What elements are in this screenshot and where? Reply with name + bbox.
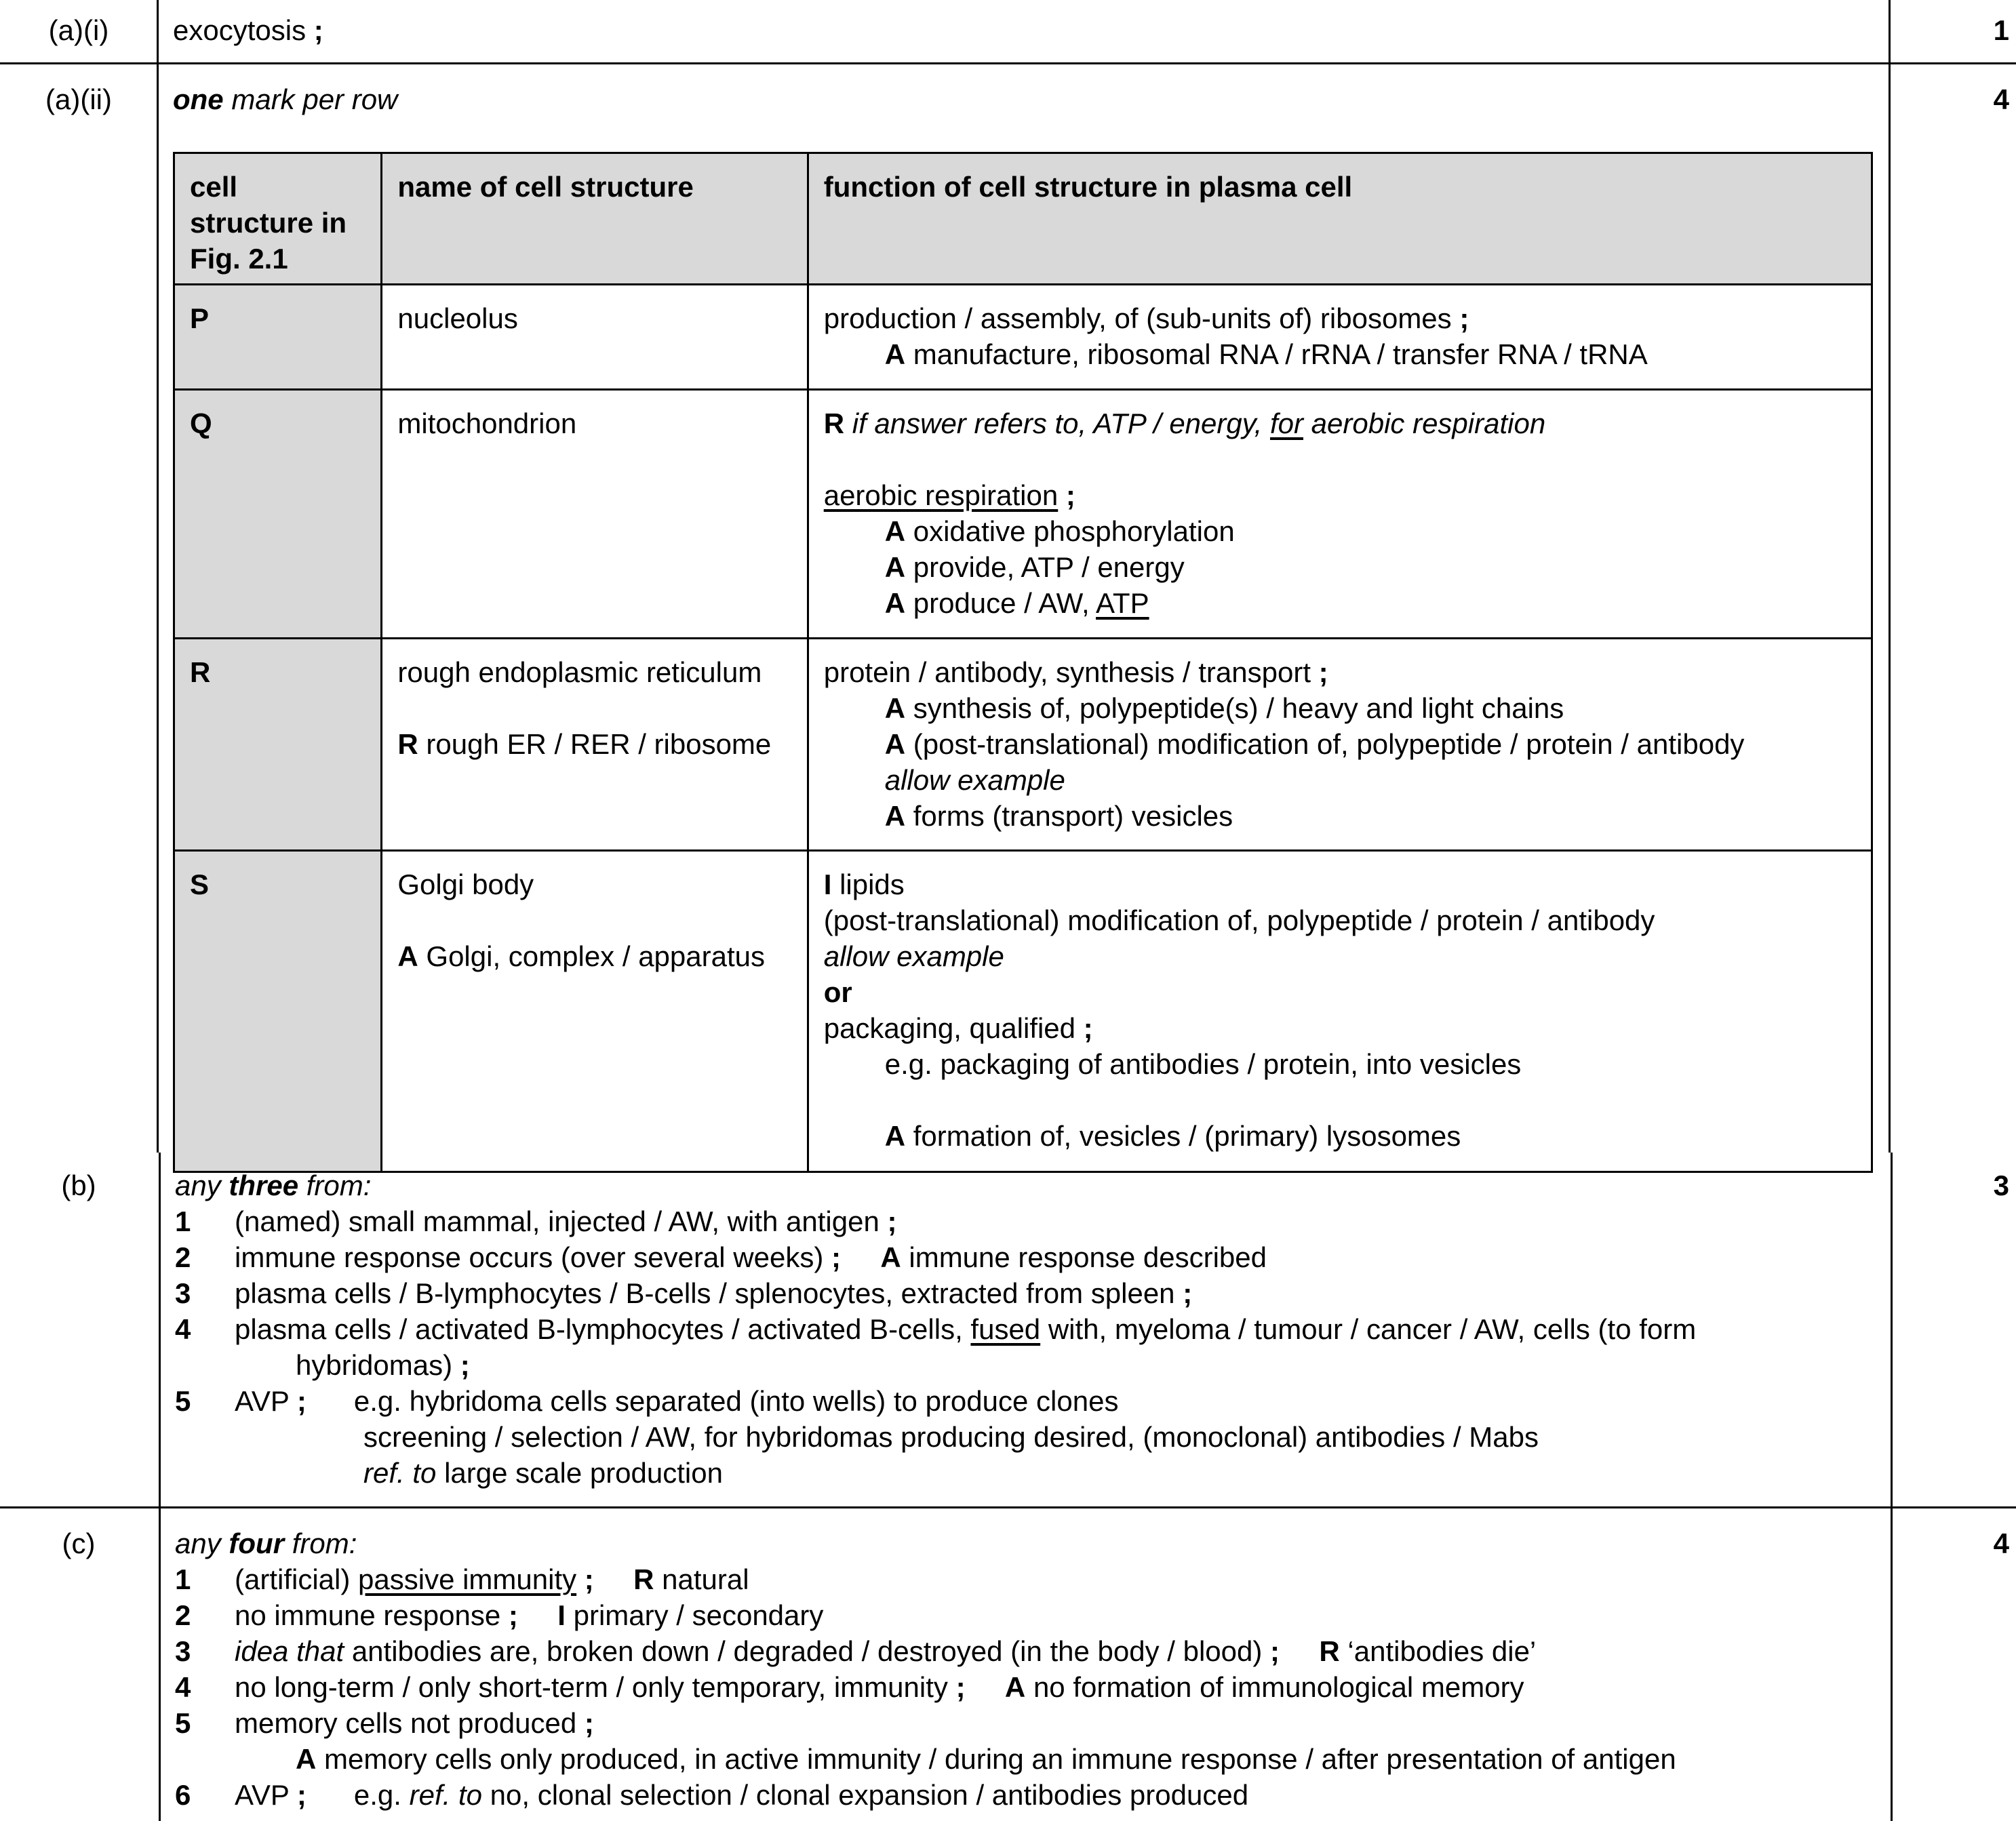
- row-letter: S: [174, 851, 382, 1172]
- question-label-c: (c): [62, 1527, 96, 1559]
- left-column-rule: [157, 0, 159, 1153]
- list-item: 5 AVP ; e.g. hybridoma cells separated (into wells) to produce clones: [175, 1385, 1119, 1417]
- table-row: [174, 285, 1872, 390]
- left-column-rule-lower: [159, 1153, 161, 1821]
- table-row: [174, 851, 1872, 1172]
- header-cell-structure: cell structure in Fig. 2.1: [174, 153, 382, 285]
- list-item: 4 no long-term / only short-term / only temporary, immunity ; A no formation of immunological memory: [175, 1671, 1524, 1703]
- list-item: 2 immune response occurs (over several weeks) ; A immune response described: [175, 1241, 1267, 1273]
- right-column-rule: [1889, 0, 1891, 1153]
- answer-list-c: [175, 1525, 1676, 1813]
- row-function: I lipids (post-translational) modification of, polypeptide / protein / antibody allow example or packaging, qualified ; e.g. packaging of antibodies / protein, into vesicles A formation of, vesicles / (primary) lysosomes: [808, 851, 1872, 1172]
- answer-separator: ;: [313, 14, 323, 46]
- list-item-example: ref. to large scale production: [363, 1457, 723, 1489]
- list-item: 1 (named) small mammal, injected / AW, with antigen ;: [175, 1205, 897, 1237]
- question-label-a-ii: (a)(ii): [45, 83, 112, 115]
- right-column-rule-lower: [1891, 1153, 1893, 1821]
- list-item: 6 AVP ; e.g. ref. to no, clonal selection / clonal expansion / antibodies produced: [175, 1779, 1249, 1811]
- row-letter: Q: [174, 390, 382, 639]
- answer-a-i: [173, 12, 323, 48]
- table-row: [174, 639, 1872, 851]
- row-function: protein / antibody, synthesis / transport ; A synthesis of, polypeptide(s) / heavy and light chains A (post-translational) modification of, polypeptide / protein / antibody allow example A forms (transport) vesicles: [808, 639, 1872, 851]
- list-item-continuation: A memory cells only produced, in active immunity / during an immune response / after presentation of antigen: [296, 1743, 1676, 1775]
- list-item: 3 idea that antibodies are, broken down / degraded / destroyed (in the body / blood) ; R ‘antibodies die’: [175, 1635, 1537, 1667]
- section-rule-c: [0, 1506, 2016, 1508]
- list-item: 1 (artificial) passive immunity ; R natural: [175, 1563, 749, 1595]
- row-letter: R: [174, 639, 382, 851]
- row-letter: P: [174, 285, 382, 390]
- intro-c: any four from:: [175, 1527, 357, 1559]
- list-item-example: screening / selection / AW, for hybridomas producing desired, (monoclonal) antibodies / Mabs: [363, 1421, 1539, 1453]
- answer-text: exocytosis: [173, 14, 307, 46]
- row-name: mitochondrion: [382, 390, 808, 639]
- list-item-continuation: hybridomas) ;: [296, 1349, 470, 1381]
- list-item: 2 no immune response ; I primary / secondary: [175, 1599, 824, 1631]
- intro-bold: one: [173, 83, 224, 115]
- table-header-row: [174, 153, 1872, 285]
- intro-a-ii: [173, 81, 397, 117]
- row-name: nucleolus: [382, 285, 808, 390]
- marks-a-i: 1: [1993, 14, 2009, 46]
- header-function: function of cell structure in plasma cell: [808, 153, 1872, 285]
- row-name: rough endoplasmic reticulum R rough ER / RER / ribosome: [382, 639, 808, 851]
- marks-b: 3: [1993, 1169, 2009, 1201]
- row-name: Golgi body A Golgi, complex / apparatus: [382, 851, 808, 1172]
- question-label-b: (b): [61, 1169, 96, 1201]
- intro-b: any three from:: [175, 1169, 372, 1201]
- marks-a-ii: 4: [1993, 83, 2009, 115]
- intro-rest: mark per row: [231, 83, 398, 115]
- answer-list-b: [175, 1167, 1696, 1491]
- cell-structure-table: [173, 152, 1873, 1173]
- row-function: R if answer refers to, ATP / energy, for aerobic respiration aerobic respiration ; A oxidative phosphorylation A provide, ATP / energy A produce / AW, ATP: [808, 390, 1872, 639]
- question-label-a-i: (a)(i): [48, 14, 109, 46]
- header-name: name of cell structure: [382, 153, 808, 285]
- list-item: 5 memory cells not produced ;: [175, 1707, 594, 1739]
- marks-c: 4: [1993, 1527, 2009, 1559]
- table-row: [174, 390, 1872, 639]
- row-function: production / assembly, of (sub-units of) ribosomes ; A manufacture, ribosomal RNA / rRNA / transfer RNA / tRNA: [808, 285, 1872, 390]
- top-rule: [0, 62, 2016, 64]
- list-item: 4 plasma cells / activated B-lymphocytes / activated B-cells, fused with, myeloma / tumour / cancer / AW, cells (to form: [175, 1313, 1697, 1345]
- list-item: 3 plasma cells / B-lymphocytes / B-cells / splenocytes, extracted from spleen ;: [175, 1277, 1193, 1309]
